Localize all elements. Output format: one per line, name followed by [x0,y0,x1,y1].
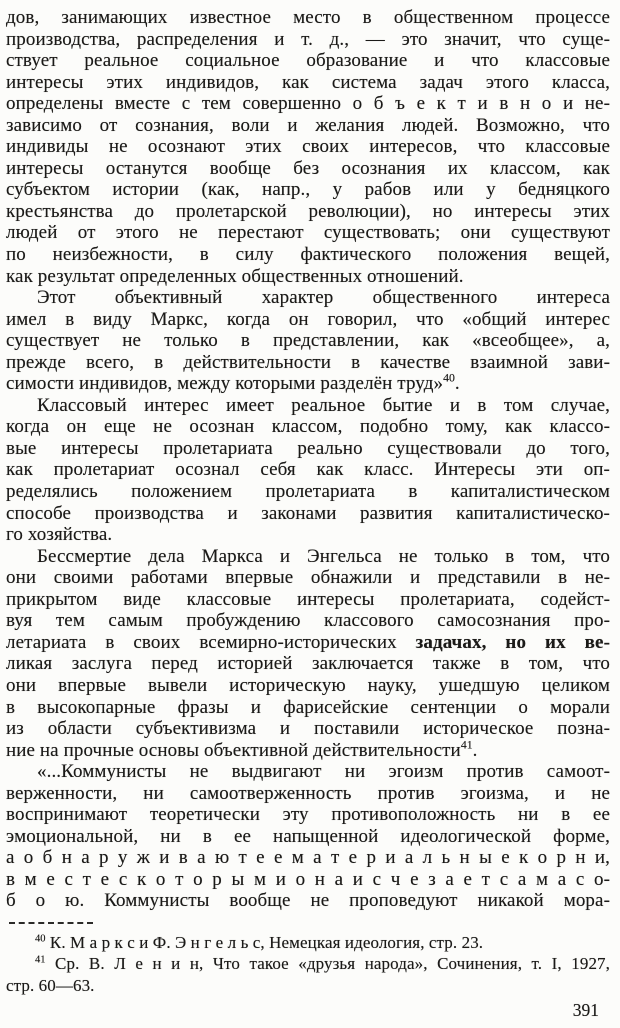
text-line: способе производства и законами развития капиталистическо- [6,502,610,524]
text-line: Классовый интерес имеет реальное бытие и в том случае, [37,394,610,416]
text-line: как результат определенных общественных отношений. [6,265,464,287]
main-text [6,7,610,912]
text-line: как пролетариат осознал себя как класс. Интересы эти оп- [6,459,610,481]
text-line: эмоциональной, ни в ее напыщенной идеологической форме, [6,825,610,847]
text-line: производства, распределения и т. д., — это значит, что суще- [6,28,610,50]
text-line: ликая заслуга перед историей заключается также в том, что [6,653,610,675]
footnote-separator [9,922,93,924]
text-line: в м е с т е с к о т о р ы м и о н а и с ч е з а е т с а м а с о- [6,868,610,890]
text-line: Этот объективный характер общественного интереса [37,287,610,309]
footnotes [6,932,610,997]
text-line: крестьянства до пролетарской революции), но интересы этих [6,200,610,222]
text-line: го хозяйства. [6,524,113,546]
text-line: «...Коммунисты не выдвигают ни эгоизм против самоот- [37,761,610,783]
text-line: людей от этого не перестают существовать; они существуют [6,222,610,244]
text-line: вые интересы пролетариата реально существовали до того, [6,437,610,459]
text-line: ределялись положением пролетариата в капиталистическом [6,481,610,503]
text-line: зависимо от сознания, воли и желания людей. Возможно, что [6,114,610,136]
text-line: субъектом истории (как, напр., у рабов или у бедняцкого [6,179,610,201]
text-line: они своими работами впервые обнажили и представили в не- [6,567,610,589]
text-line: вуя тем самым пробуждению классового самосознания про- [6,610,610,632]
text-line: $^{41}$ Ср. В. Л е н и н, Что такое «друзья народа», Сочинения, т. I, 1927, [35,954,610,974]
text-line: прикрытом виде классовые интересы пролетариата, содейст- [6,588,610,610]
text-line: дов, занимающих известное место в общественном процессе [6,7,610,28]
text-line: воспринимают теоретически эту противоположность ни в ее [6,804,610,826]
paragraph [6,546,610,761]
text-line: определены вместе с тем совершенно о б ъ е к т и в н о и не- [6,93,610,115]
page-number: 391 [572,1000,599,1020]
text-line: интересы этих индивидов, как система задач этого класса, [6,71,610,93]
text-line: стр. 60—63. [6,975,95,995]
text-line: ние на прочные основы объективной действительности$^{41}$. [6,738,478,761]
text-line: летариата в своих всемирно-исторических задачах, но их ве- [6,631,610,653]
paragraph [6,395,610,546]
text-line: прежде всего, в действительности в качестве взаимной зави- [6,351,610,373]
text-line: интересы останутся вообще без осознания их классом, как [6,157,610,179]
text-line: когда он еще не осознан классом, подобно тому, как классо- [6,416,610,438]
paragraph [6,7,610,287]
text-line: б о ю. Коммунисты вообще не проповедуют никакой мора- [6,890,610,912]
text-line: а о б н а р у ж и в а ю т е е м а т е р и а л ь н ы е к о р н и, [6,847,610,869]
footnote [6,932,610,954]
paragraph [6,287,610,395]
text-line: по неизбежности, в силу фактического положения вещей, [6,244,610,266]
text-line: имел в виду Маркс, когда он говорил, что «общий интерес [6,308,610,330]
paragraph [6,761,610,912]
footnote [6,953,610,996]
text-line: из области субъективизма и поставили историческое позна- [6,718,610,740]
text-line: симости индивидов, между которыми разделён труд»$^{40}$. [6,371,460,395]
text-line: Бессмертие дела Маркса и Энгельса не только в том, что [37,545,610,567]
text-line: существует не только в представлении, как «всеобщее», а, [6,330,610,352]
text-line: индивиды не осознают этих своих интересов, что классовые [6,136,610,158]
text-line: $^{40}$ К. М а р к с и Ф. Э н г е л ь с, Немецкая идеология, стр. 23. [35,932,484,952]
text-line: ствует реальное социальное образование и что классовые [6,50,610,72]
text-line: в высокопарные фразы и фарисейские сентенции о морали [6,696,610,718]
text-line: они впервые вывели историческую науку, ушедшую целиком [6,674,610,696]
text-line: верженности, ни самоотверженность против эгоизма, и не [6,782,610,804]
